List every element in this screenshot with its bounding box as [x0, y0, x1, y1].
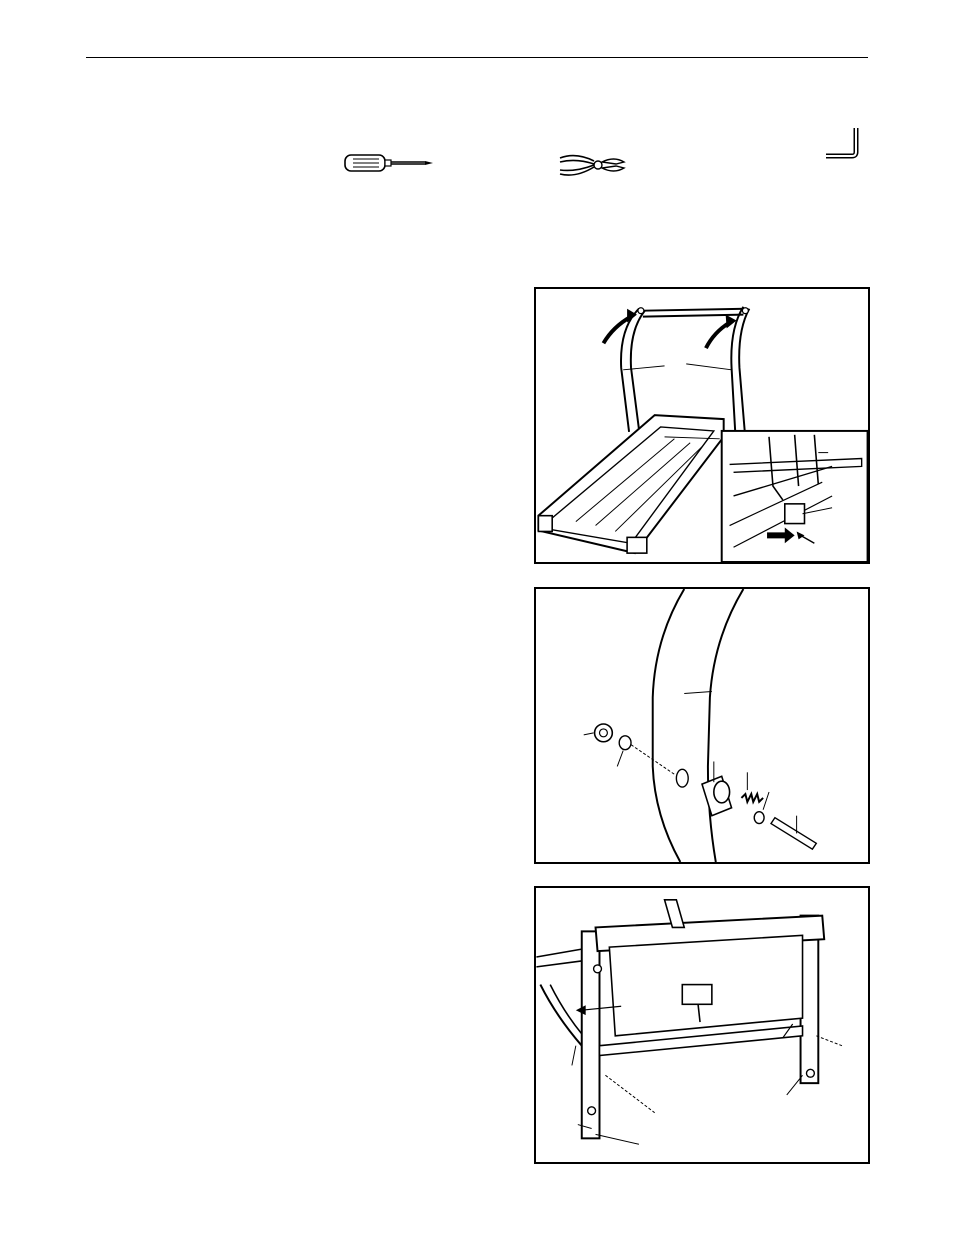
figure-3	[534, 886, 870, 1164]
figure-2	[534, 587, 870, 864]
pliers-icon	[556, 150, 628, 180]
figure-2-illustration	[536, 589, 868, 862]
screwdriver-icon	[343, 150, 435, 176]
figure-1-illustration	[536, 289, 868, 562]
figure-1	[534, 287, 870, 564]
allen-wrench-icon	[822, 126, 868, 160]
figure-3-illustration	[536, 888, 868, 1162]
header-rule	[86, 57, 868, 58]
